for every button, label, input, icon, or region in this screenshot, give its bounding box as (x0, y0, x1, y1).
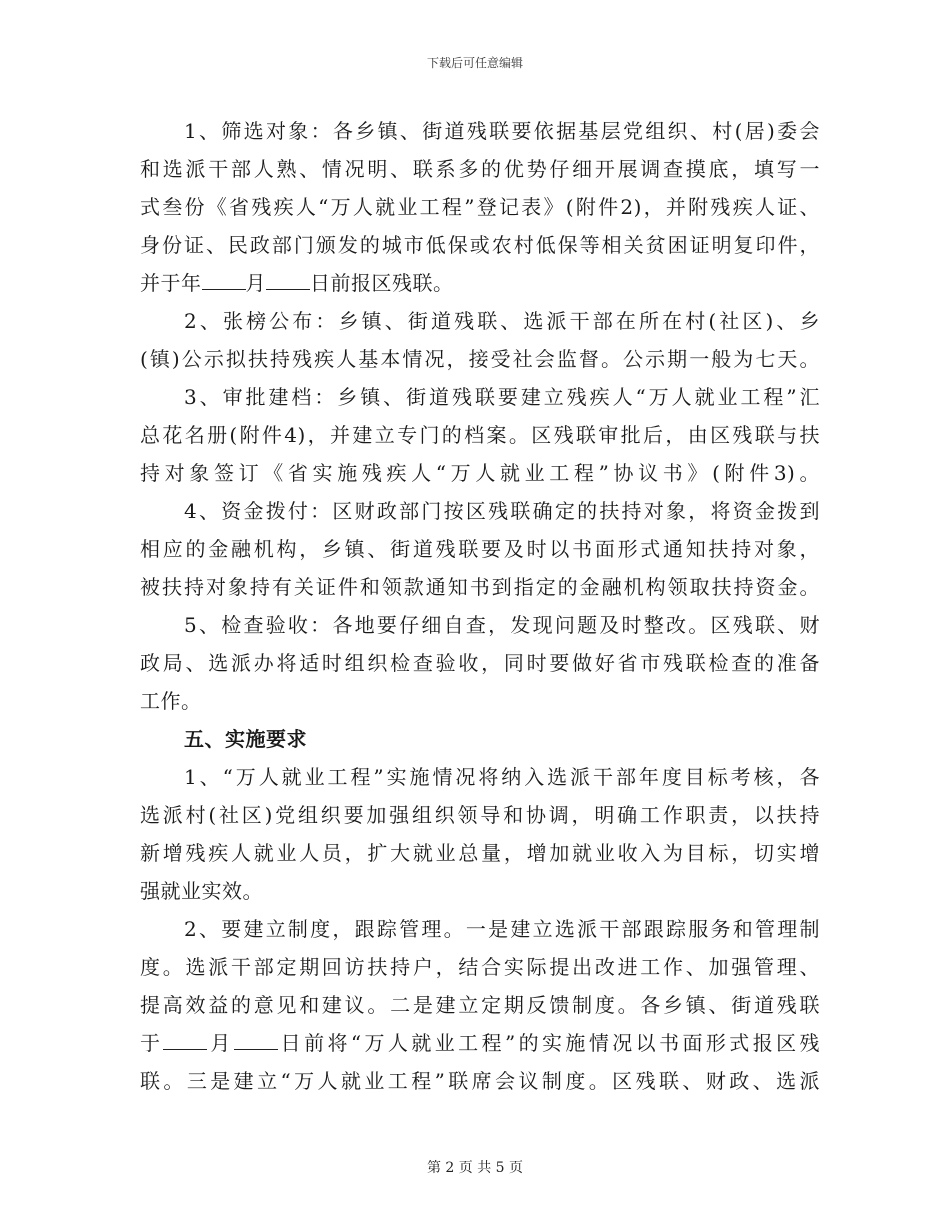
paragraph-line: 1、“万人就业工程”实施情况将纳入选派干部年度目标考核，各 (184, 765, 820, 789)
paragraph-line (140, 264, 820, 302)
page-header-note: 下载后可任意编辑 (426, 56, 523, 70)
paragraph-line: 3、审批建档：乡镇、街道残联要建立残疾人“万人就业工程”汇 (184, 385, 820, 409)
paragraph-line: 式叁份《省残疾人“万人就业工程”登记表》(附件2)，并附残疾人证、 (140, 195, 820, 219)
paragraph-line: 4、资金拨付：区财政部门按区残联确定的扶持对象，将资金拨到 (184, 499, 820, 523)
paragraph-line: 新增残疾人就业人员，扩大就业总量，增加就业收入为目标，切实增 (140, 841, 820, 865)
fill-in-blank (266, 267, 310, 290)
paragraph-line: 和选派干部人熟、情况明、联系多的优势仔细开展调查摸底，填写一 (140, 157, 820, 181)
paragraph-line: 强就业实效。 (140, 879, 263, 903)
paragraph-line: 提高效益的意见和建议。二是建立定期反馈制度。各乡镇、街道残联 (140, 993, 820, 1017)
text-segment: 月 (245, 271, 266, 295)
paragraph-line: 相应的金融机构，乡镇、街道残联要及时以书面形式通知扶持对象， (140, 537, 820, 561)
fill-in-blank (234, 1027, 278, 1050)
paragraph-line (140, 1024, 820, 1062)
paragraph-line: 总花名册(附件4)，并建立专门的档案。区残联审批后，由区残联与扶 (140, 423, 820, 447)
paragraph-line: 被扶持对象持有关证件和领款通知书到指定的金融机构领取扶持资金。 (140, 575, 820, 599)
text-segment: 日前报区残联。 (310, 271, 454, 295)
paragraph-line: 身份证、民政部门颁发的城市低保或农村低保等相关贫困证明复印件， (140, 233, 820, 257)
paragraph-line: 政局、选派办将适时组织检查验收，同时要做好省市残联检查的准备 (140, 651, 820, 675)
paragraph-line: (镇)公示拟扶持残疾人基本情况，接受社会监督。公示期一般为七天。 (140, 347, 820, 371)
text-segment: 并于年 (140, 271, 202, 295)
paragraph-line: 度。选派干部定期回访扶持户，结合实际提出改进工作、加强管理、 (140, 955, 820, 979)
text-segment: 日前将“万人就业工程”的实施情况以书面形式报区残 (277, 1031, 821, 1055)
paragraph-line: 1、筛选对象：各乡镇、街道残联要依据基层党组织、村(居)委会 (184, 119, 820, 143)
text-segment: 月 (207, 1031, 234, 1055)
paragraph-line: 持对象签订《省实施残疾人“万人就业工程”协议书》(附件3)。 (140, 461, 820, 485)
fill-in-blank (163, 1027, 207, 1050)
page-number: 第 2 页 共 5 页 (426, 1160, 524, 1176)
fill-in-blank (202, 267, 246, 290)
text-segment: 于 (140, 1031, 164, 1055)
paragraph-line: 2、张榜公布：乡镇、街道残联、选派干部在所在村(社区)、乡 (184, 309, 820, 333)
paragraph-line: 工作。 (140, 689, 202, 713)
paragraph-line: 5、检查验收：各地要仔细自查，发现问题及时整改。区残联、财 (184, 613, 820, 637)
document-body (140, 112, 820, 1100)
paragraph-line: 选派村(社区)党组织要加强组织领导和协调，明确工作职责，以扶持 (140, 803, 820, 827)
section-heading: 五、实施要求 (184, 727, 307, 751)
paragraph-line: 联。三是建立“万人就业工程”联席会议制度。区残联、财政、选派 (140, 1069, 820, 1093)
paragraph-line: 2、要建立制度，跟踪管理。一是建立选派干部跟踪服务和管理制 (184, 917, 820, 941)
